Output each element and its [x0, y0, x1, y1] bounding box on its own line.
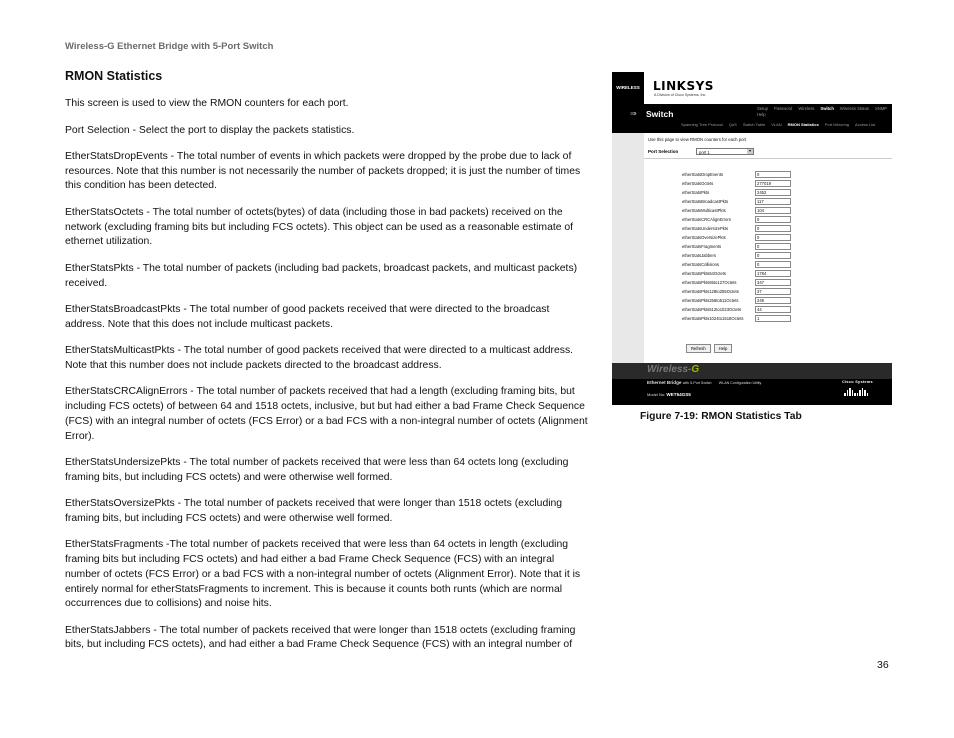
paragraph: EtherStatsBroadcastPkts - The total number of good packets received that were directed to the broadcast address. Note that this does not include multicast packets. [65, 304, 550, 330]
wireless-tab: WIRELESS [612, 72, 644, 104]
port-select[interactable] [696, 148, 754, 155]
switch-navbar [612, 104, 892, 133]
stat-value-field: 347 [755, 279, 791, 286]
tab-wireless-status[interactable]: Wireless Status [839, 106, 869, 111]
paragraph: EtherStatsCRCAlignErrors - The total number of packets received that had a length (excluding framing bits, but including FCS octets) of between 64 and 1518 octets, inclusive, but but had either a bad Frame Check Sequence (FCS) with an integral number of octets (FCS Error) or a bad FCS with a non-integral number of octets (Alignment Error). [65, 386, 588, 442]
stat-name: etherStatsCollisions [682, 262, 720, 267]
content-panel [644, 133, 892, 363]
stat-name: etherStatsPkts512to1023Octets [682, 307, 742, 312]
tab-snmp[interactable]: SNMP [875, 106, 888, 111]
body-text [65, 97, 590, 665]
chevron-down-icon: ▼ [748, 149, 752, 153]
stat-value-field: 104 [755, 207, 791, 214]
refresh-button[interactable]: Refresh [686, 344, 711, 353]
cisco-bars-icon [844, 388, 874, 396]
paragraph: EtherStatsDropEvents - The total number of events in which packets were dropped by the probe due to lack of resources. Note that this number is not necessarily the number of packets dropped; it is just the number of times this condition has been detected. [65, 151, 581, 192]
stat-name: etherStatsDropEvents [682, 172, 723, 177]
subtab-access-list[interactable]: Access List [855, 122, 876, 127]
intro-text: Use this page to view RMON counters for each port [648, 137, 747, 142]
stat-name: etherStatsPkts64Octets [682, 271, 726, 276]
paragraph: EtherStatsOversizePkts - The total number of packets received that were longer than 1518 octets (excluding framing bits, but including FCS octets) and were otherwise well formed. [65, 498, 563, 524]
main-tabs [754, 106, 892, 118]
arrow-icon: ⇒ [630, 109, 637, 118]
paragraph: EtherStatsMulticastPkts - The total number of good packets received that were directed to a multicast address. Note that this number does not include packets directed to the broadcast address. [65, 345, 574, 371]
stat-value-field: 0 [755, 243, 791, 250]
stat-value-field: 37 [755, 288, 791, 295]
paragraph: EtherStatsOctets - The total number of octets(bytes) of data (including those in bad packets) received on the network (excluding framing bits but including FCS octets). This object can be used as a reasonable estimate of ethernet utilization. [65, 206, 574, 248]
stat-value-field: 0 [755, 252, 791, 259]
logo-subtitle: A Division of Cisco Systems, Inc. [654, 93, 707, 97]
product-name: Ethernet Bridge [647, 380, 682, 385]
paragraph: EtherStatsUndersizePkts - The total number of packets received that were less than 64 octets long (excluding framing bits, but including FCS octets) and were otherwise well formed. [65, 457, 569, 483]
stat-name: etherStatsCRCAlignErrors [682, 217, 731, 222]
stat-value-field: 0 [755, 216, 791, 223]
rmon-screenshot-figure [612, 72, 892, 405]
stat-name: etherStatsOversizePkts [682, 235, 726, 240]
paragraph: This screen is used to view the RMON counters for each port. [65, 98, 349, 109]
stat-name: etherStatsPkts1024to1518Octets [682, 316, 744, 321]
stat-value-field: 0 [755, 171, 791, 178]
page-title: Switch [646, 109, 674, 119]
subtab-vlan[interactable]: VLAN [771, 122, 782, 127]
stat-value-field: 1 [755, 315, 791, 322]
stat-name: etherStatsPkts65to127Octets [682, 280, 737, 285]
tab-setup[interactable]: Setup [757, 106, 768, 111]
stat-name: etherStatsBroadcastPkts [682, 199, 729, 204]
stat-name: etherStatsPkts [682, 190, 710, 195]
stat-name: etherStatsJabbers [682, 253, 716, 258]
tab-help[interactable]: Help [757, 112, 766, 117]
stat-value-field: 0 [755, 225, 791, 232]
sub-tabs [678, 122, 892, 127]
model-value: WET54GS5 [666, 392, 691, 397]
subtab-qos[interactable]: QoS [728, 122, 737, 127]
wireless-g-brand [647, 364, 699, 375]
brand-g: G [691, 364, 700, 375]
stat-name: etherStatsUndersizePkts [682, 226, 729, 231]
page-number: 36 [877, 659, 889, 671]
tab-password[interactable]: Password [773, 106, 793, 111]
model-label: Model No: [647, 392, 666, 397]
stat-value-field: 2452 [755, 189, 791, 196]
product-tag: WLAN Configuration Utility [718, 381, 762, 385]
stat-name: etherStatsPkts128to255Octets [682, 289, 739, 294]
stat-value-field: 0 [755, 261, 791, 268]
help-button[interactable]: Help [714, 344, 733, 353]
stat-name: etherStatsOctets [682, 181, 714, 186]
paragraph: EtherStatsPkts - The total number of packets (including bad packets, broadcast packets, and multicast packets) received. [65, 262, 578, 289]
stat-name: etherStatsFragments [682, 244, 722, 249]
figure-caption: Figure 7-19: RMON Statistics Tab [640, 411, 802, 422]
product-small: with 5-Port Switch [682, 381, 712, 385]
stat-value-field: 117 [755, 198, 791, 205]
stat-value-field: 0 [755, 234, 791, 241]
port-select-value: port 1 [699, 150, 710, 155]
brand-wireless: Wireless- [647, 364, 692, 375]
divider [644, 158, 892, 159]
subtab-port-mirroring[interactable]: Port Mirroring [824, 122, 850, 127]
stat-name: etherStatsPkts256to511Octets [682, 298, 739, 303]
stat-value-field: 1784 [755, 270, 791, 277]
paragraph: EtherStatsFragments -The total number of packets received that were less than 64 octets in length (excluding framing bits but including FCS octets) and had either a bad Frame Check Sequence (FCS) with an integral number of octets (FCS Error) or a bad FCS with a non-integral number of octets (Alignment Error). Note that it is entirely normal for etherStatsFragments to increment. This is because it counts both runts (which are normal occurrences due to collisions) and noise hits. [65, 539, 581, 610]
stat-value-field: 277019 [755, 180, 791, 187]
cisco-logo-text: Cisco Systems [842, 380, 873, 384]
running-header: Wireless-G Ethernet Bridge with 5-Port Switch [65, 41, 274, 52]
port-selection-label: Port Selection [648, 149, 679, 154]
paragraph: EtherStatsJabbers - The total number of packets received that were longer than 1518 octets (excluding framing bits, but including FCS octets), and had either a bad Frame Check Sequence (FCS) with an integral number of [65, 624, 576, 651]
stat-value-field: 249 [755, 297, 791, 304]
model-line [647, 392, 691, 397]
linksys-logo: LINKSYS [653, 79, 714, 93]
button-row [686, 344, 732, 353]
tab-wireless[interactable]: Wireless [798, 106, 815, 111]
subtab-rmon-statistics[interactable]: RMON Statistics [787, 122, 819, 127]
subtab-spanning-tree[interactable]: Spanning Tree Protocol [681, 122, 723, 127]
tab-switch[interactable]: Switch [820, 106, 834, 111]
stat-value-field: 44 [755, 306, 791, 313]
product-line [647, 380, 761, 385]
subtab-switch-table[interactable]: Switch Table [742, 122, 766, 127]
stat-name: etherStatsMulticastPkts [682, 208, 726, 213]
paragraph: Port Selection - Select the port to display the packets statistics. [65, 124, 355, 136]
section-title: RMON Statistics [65, 69, 163, 83]
